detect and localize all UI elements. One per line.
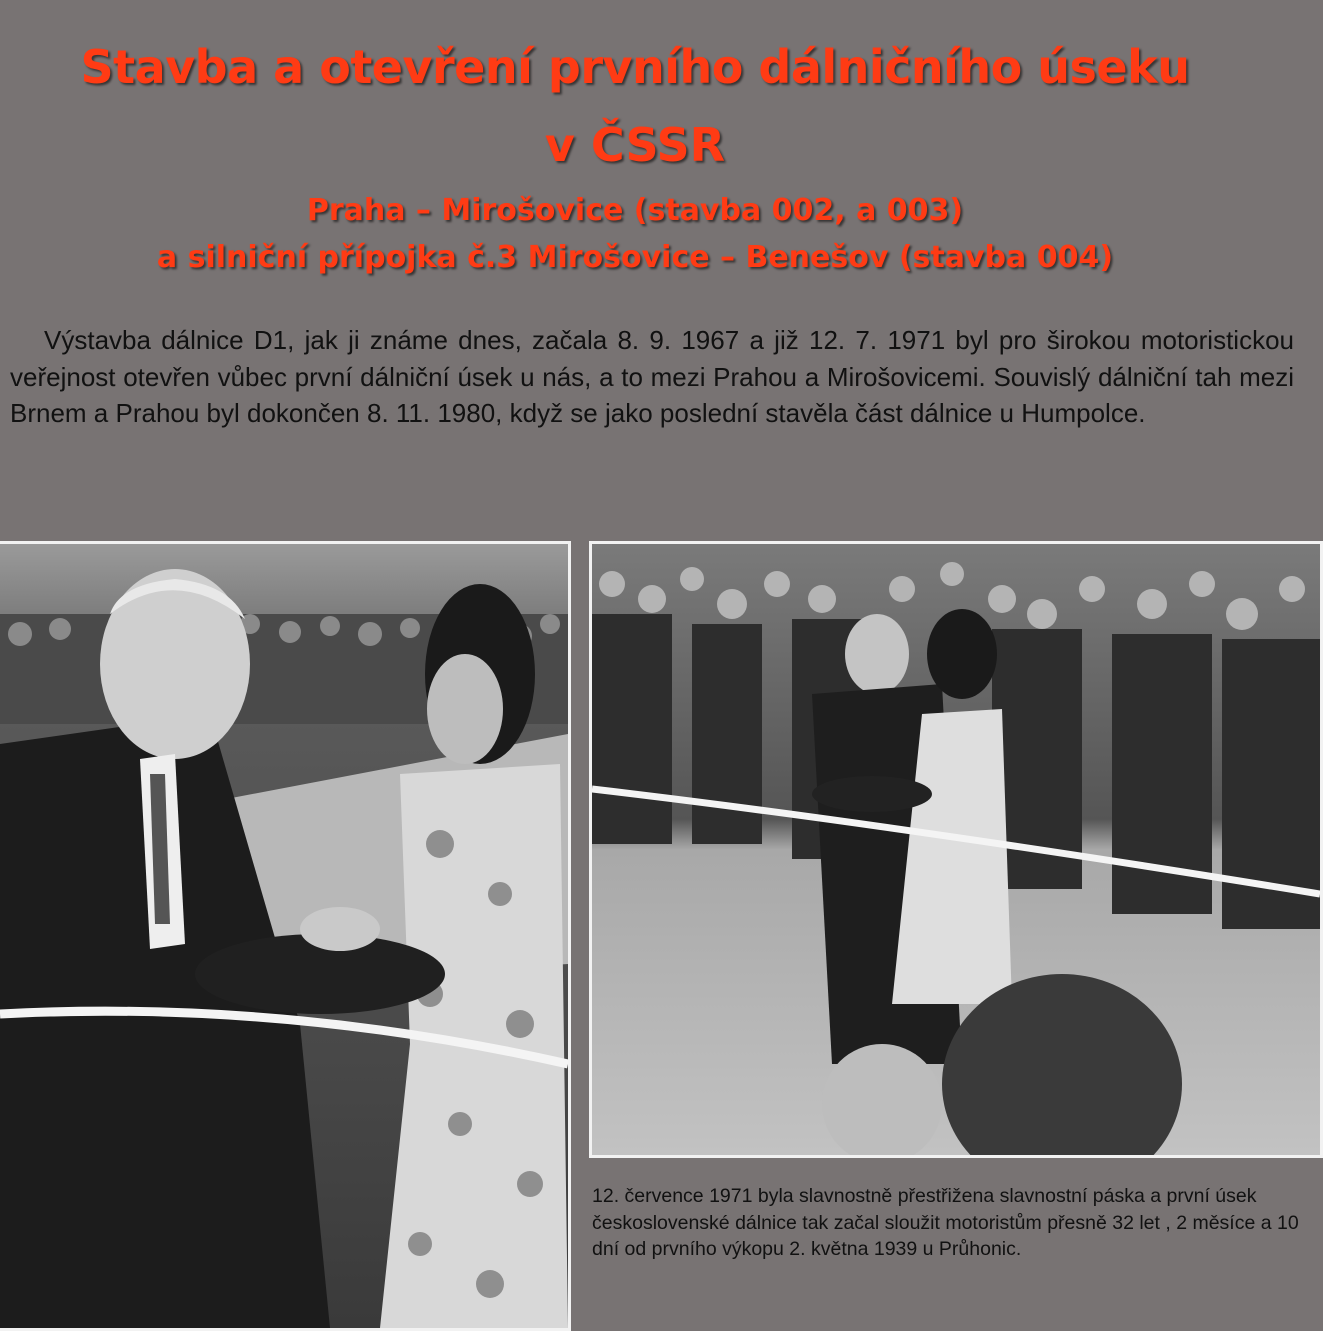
page-title: Stavba a otevření prvního dálničního úseku <box>80 40 1190 94</box>
photo-ribbon-cutting-crowd <box>589 541 1323 1158</box>
page-subtitle-connector: a silniční přípojka č.3 Mirošovice – Benešov (stavba 004) <box>156 240 1114 275</box>
photo-left-illustration <box>0 544 568 1328</box>
page-title-line2: v ČSSR <box>544 118 726 172</box>
photo-caption: 12. července 1971 byla slavnostně přestřižena slavnostní páska a první úsek československé dálnice tak začal sloužit motoristům přesně 32 let , 2 měsíce a 10 dní od prvního výkopu 2. května 1939 u Průhonic. <box>592 1185 1299 1260</box>
page-subtitle-route: Praha – Mirošovice (stavba 002, a 003) <box>306 193 964 228</box>
photo-right-illustration <box>592 544 1320 1155</box>
intro-paragraph: Výstavba dálnice D1, jak ji známe dnes, začala 8. 9. 1967 a již 12. 7. 1971 byl pro širokou motoristickou veřejnost otevřen vůbec první dálniční úsek u nás, a to mezi Prahou a Mirošovicemi. Souvislý dálniční tah mezi Brnem a Prahou byl dokončen 8. 11. 1980, když se jako poslední stavěla část dálnice u Humpolce. <box>10 325 1294 428</box>
photo-ribbon-cutting-closeup <box>0 541 571 1331</box>
